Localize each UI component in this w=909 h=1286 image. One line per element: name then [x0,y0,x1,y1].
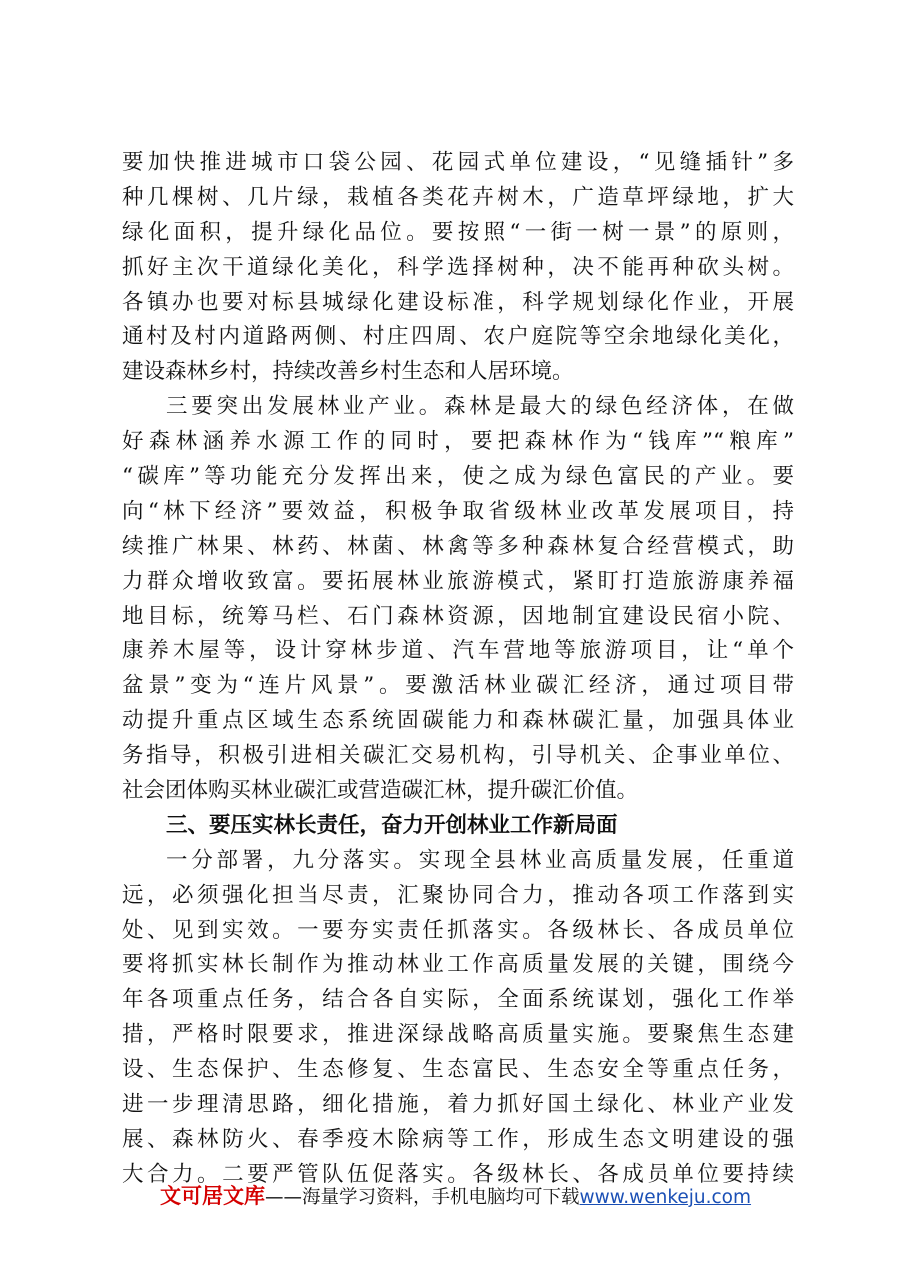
text-line: 通村及村内道路两侧、村庄四周、农户庭院等空余地绿化美化， [122,324,794,350]
footer-site-link[interactable]: www.wenkeju.com [579,1187,752,1208]
footer-slogan: ——海量学习资料，手机电脑均可下载 [265,1187,580,1208]
text-line: 动提升重点区域生态系统固碳能力和森林碳汇量，加强具体业 [122,708,794,734]
text-line: 年各项重点任务，结合各自实际，全面系统谋划，强化工作举 [122,987,794,1013]
footer-brand: 文可居文库 [160,1184,265,1208]
text-line: 要加快推进城市口袋公园、花园式单位建设，“见缝插针”多 [122,150,794,175]
text-line: 三要突出发展林业产业。森林是最大的绿色经济体，在做 [166,394,794,420]
text-line: 建设森林乡村，持续改善乡村生态和人居环境。 [122,359,574,385]
text-line: 种几棵树、几片绿，栽植各类花卉树木，广造草坪绿地，扩大 [122,184,794,210]
text-line: 绿化面积，提升绿化品位。要按照“一街一树一景”的原则， [122,219,794,245]
text-line: 措，严格时限要求，推进深绿战略高质量实施。要聚焦生态建 [122,1022,794,1048]
text-line: 向“林下经济”要效益，积极争取省级林业改革发展项目，持 [122,498,794,524]
text-line: “碳库”等功能充分发挥出来，使之成为绿色富民的产业。要 [122,464,794,490]
text-line: 要将抓实林长制作为推动林业工作高质量发展的关键，围绕今 [122,952,794,978]
text-line: 好森林涵养水源工作的同时，要把森林作为“钱库”“粮库” [122,429,794,455]
text-line: 抓好主次干道绿化美化，科学选择树种，决不能再种砍头树。 [122,254,794,280]
text-line: 续推广林果、林药、林菌、林禽等多种森林复合经营模式，助 [122,533,794,559]
text-line: 一分部署，九分落实。实现全县林业高质量发展，任重道 [166,847,794,873]
text-line: 处、见到实效。一要夯实责任抓落实。各级林长、各成员单位 [122,917,794,943]
footer-banner [160,1182,780,1212]
text-line: 各镇办也要对标县城绿化建设标准，科学规划绿化作业，开展 [122,289,794,315]
text-line: 务指导，积极引进相关碳汇交易机构，引导机关、企事业单位、 [122,743,794,769]
text-line: 展、森林防火、春季疫木除病等工作，形成生态文明建设的强 [122,1126,794,1152]
document-body [122,146,794,1193]
text-line: 地目标，统筹马栏、石门森林资源，因地制宜建设民宿小院、 [122,603,794,629]
text-line: 康养木屋等，设计穿林步道、汽车营地等旅游项目，让“单个 [122,638,794,664]
text-line: 进一步理清思路，细化措施，着力抓好国土绿化、林业产业发 [122,1092,794,1118]
text-line: 远，必须强化担当尽责，汇聚协同合力，推动各项工作落到实 [122,882,794,908]
section-heading: 三、要压实林长责任，奋力开创林业工作新局面 [166,812,618,838]
text-line: 设、生态保护、生态修复、生态富民、生态安全等重点任务， [122,1057,794,1083]
text-line: 社会团体购买林业碳汇或营造碳汇林，提升碳汇价值。 [122,778,639,804]
text-line: 盆景”变为“连片风景”。要激活林业碳汇经济，通过项目带 [122,673,794,699]
text-line: 力群众增收致富。要拓展林业旅游模式，紧盯打造旅游康养福 [122,568,794,594]
text-line: 大合力。二要严管队伍促落实。各级林长、各成员单位要持续 [122,1161,794,1187]
